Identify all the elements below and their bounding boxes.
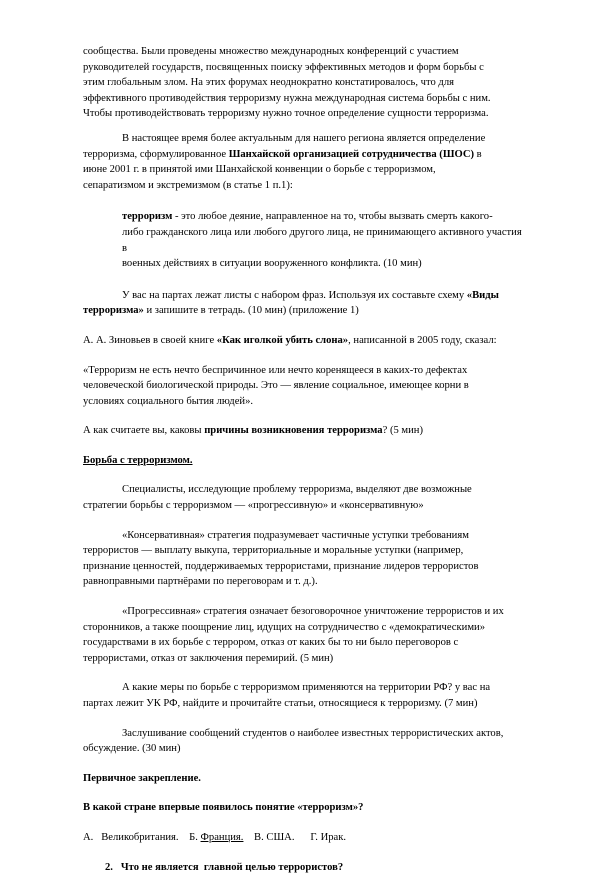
quote-intro: А. А. Зиновьев в своей книге «Как иголкой убить слона», написанной в 2005 году, сказал: [83, 334, 497, 346]
terrorism-definition: терроризм - это любое деяние, направленное на то, чтобы вызвать смерть какого- либо гражданского лица или любого другого лица, не принимающего активного участия в военных действиях в ситуации вооруженного конфликта. (10 мин) [122, 211, 522, 270]
question-causes: А как считаете вы, каковы причины возникновения терроризма? (5 мин) [83, 425, 424, 437]
quiz-answers-1: А. Великобритания. Б. Франция. В. США. Г. Ирак. [83, 830, 528, 846]
answer-correct: Франция. [200, 831, 244, 843]
paragraph-definition-intro: В настоящее время более актуальным для нашего региона является определение терроризма, сформулированное Шанхайской организацией сотрудничества (ШОС) в июне 2001 г. в принятой ими Шанхайской конвенции о борьбе с терроризмом, сепаратизмом и экстремизмом (в статье 1 п.1): [83, 132, 486, 191]
sco-name: Шанхайской организацией сотрудничества (ШОС) [228, 148, 475, 160]
heading-primary-review: Первичное закрепление. [83, 772, 201, 784]
task-scheme: У вас на партах лежат листы с набором фраз. Используя их составьте схему «Виды терроризма» и запишите в тетрадь. (10 мин) (приложение 1) [83, 289, 499, 317]
paragraph-progressive: «Прогрессивная» стратегия означает безоговорочное уничтожение террористов и их сторонников, а также поощрение лиц, идущих на сотрудничество с «демократическими» государствами в их борьбе с террором, отказ от каких бы то ни было переговоров с террористами, отказ от заключения перемирий. (5 мин) [83, 606, 504, 664]
document-body [83, 44, 528, 875]
heading-fight-terrorism: Борьба с терроризмом. [83, 454, 193, 466]
quiz-question-1: В какой стране впервые появилось понятие «терроризм»? [83, 802, 364, 814]
paragraph-intro: сообщества. Были проведены множество международных конференций с участием руководителей государств, посвященных поиску эффективных методов и форм борьбы с этим глобальным злом. На этих форумах неоднократно констатировалось, что для эффективного противодействия терроризму нужна международная система борьбы с ним. Чтобы противодействовать терроризму нужно точное определение сущности терроризма. [83, 46, 491, 120]
term-terrorism: терроризм [122, 211, 173, 223]
paragraph-strategies: Специалисты, исследующие проблему терроризма, выделяют две возможные стратегии борьбы с терроризмом — «прогрессивную» и «консервативную» [83, 484, 472, 512]
paragraph-measures: А какие меры по борьбе с терроризмом применяются на территории РФ? у вас на партах лежит УК РФ, найдите и прочитайте статьи, относящиеся к терроризму. (7 мин) [83, 682, 491, 709]
paragraph-reports: Заслушивание сообщений студентов о наиболее известных террористических актов, обсуждение. (30 мин) [83, 727, 504, 755]
paragraph-conservative: «Консервативная» стратегия подразумевает частичные уступки требованиям террористов — выплату выкупа, территориальные и моральные уступки (например, признание ценностей, поддерживаемых террористами, признание лидеров террористов равноправными партнёрами по переговорам и т. д.). [83, 529, 479, 588]
quote-zinoviev: «Терроризм не есть нечто беспричинное или нечто коренящееся в каких-то дефектах человеческой биологической природы. Это — явление социальное, имеющее корни в условиях социального бытия людей». [83, 364, 469, 407]
book-title: «Как иголкой убить слона» [216, 334, 349, 346]
quiz-question-2: 2. Что не является главной целью террористов? [105, 861, 344, 873]
